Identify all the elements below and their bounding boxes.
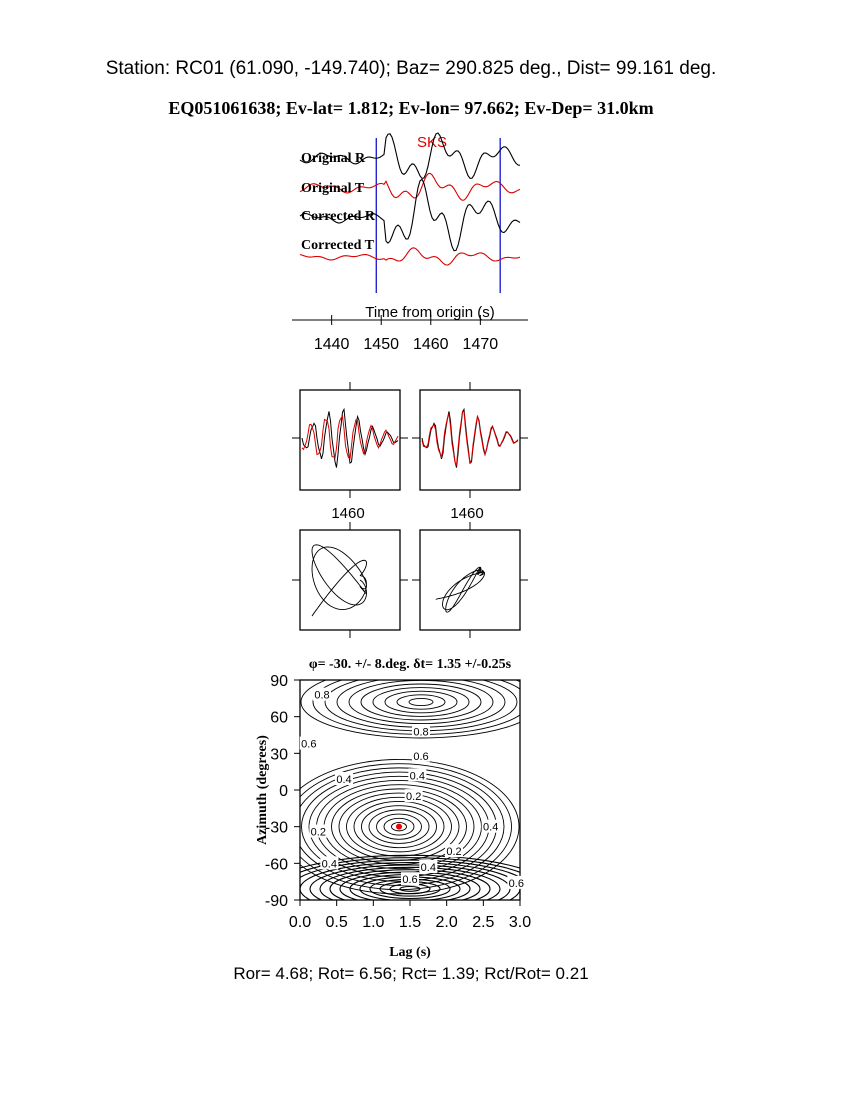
overlay-panels (292, 382, 528, 522)
contour-label: 0.4 (336, 774, 352, 786)
lag-tick-label: 2.0 (435, 914, 458, 931)
contour-label: 0.8 (314, 689, 330, 702)
azimuth-tick-label: 90 (270, 673, 288, 690)
time-tick-label: 1440 (313, 336, 350, 353)
overlay-trace (422, 411, 518, 465)
contour-label: 0.2 (310, 826, 326, 839)
lag-tick-label: 0.0 (288, 914, 312, 931)
azimuth-tick-label: 60 (270, 709, 288, 727)
contour-label: 0.6 (402, 874, 418, 887)
contour-label: 0.6 (508, 877, 524, 890)
contour-line (397, 695, 445, 709)
lag-axis-title: Lag (s) (389, 945, 431, 960)
particle-motion-trace (312, 545, 367, 616)
waveform-panel (292, 133, 528, 353)
contour-line (300, 862, 520, 915)
event-header: EQ051061638; Ev-lat= 1.812; Ev-lon= 97.662; Ev-Dep= 31.0km (168, 98, 654, 118)
time-tick-label: 1470 (462, 336, 499, 353)
contour-label: 0.4 (409, 770, 425, 783)
contour-label: 0.6 (301, 738, 317, 751)
station-header: Station: RC01 (61.090, -149.740); Baz= 290.825 deg., Dist= 99.161 deg. (105, 58, 717, 79)
overlay-tick-label-left: 1460 (331, 505, 365, 522)
lag-tick-label: 3.0 (508, 914, 532, 931)
sks-phase-label: SKS (416, 134, 448, 151)
contour-panel (255, 657, 550, 960)
azimuth-tick-label: 30 (270, 746, 288, 764)
contour-label: 0.4 (483, 821, 499, 834)
misfit-stats: Ror= 4.68; Rot= 6.56; Rct= 1.39; Rct/Rot= 0.21 (233, 964, 589, 983)
lag-tick-label: 0.5 (325, 914, 348, 931)
contour-line (373, 688, 469, 717)
contour-title: φ= -30. +/- 8.deg. δt= 1.35 +/-0.25s (308, 657, 512, 672)
trace-label-original-r: Original R (301, 151, 366, 166)
overlay-box-corrected (420, 390, 520, 490)
trace-label-corrected-r: Corrected R (301, 209, 375, 224)
particle-motion-trace (437, 567, 485, 612)
lag-tick-label: 1.0 (362, 914, 385, 931)
contour-line (325, 673, 517, 731)
particle-motion-panels (292, 522, 528, 638)
azimuth-tick-label: -60 (264, 856, 288, 874)
azimuth-tick-label: -30 (264, 819, 288, 837)
trace-label-corrected-t: Corrected T (301, 238, 374, 253)
contour-label: 0.2 (446, 846, 462, 859)
contour-label: 0.4 (420, 862, 436, 874)
contour-line (361, 684, 481, 720)
contour-line (409, 698, 433, 705)
time-axis-title: Time from origin (s) (365, 304, 495, 321)
contour-label: 0.8 (413, 726, 429, 739)
time-tick-label: 1450 (363, 336, 400, 353)
particle-motion-box-corrected (420, 530, 520, 630)
trace-label-original-t: Original T (301, 181, 365, 196)
contour-label: 0.4 (321, 858, 337, 871)
time-tick-label: 1460 (412, 336, 449, 353)
azimuth-axis-title: Azimuth (degrees) (255, 735, 270, 845)
contour-label: 0.2 (406, 791, 422, 804)
azimuth-tick-label: -90 (264, 893, 288, 910)
overlay-tick-label-right: 1460 (450, 505, 484, 522)
best-fit-marker (396, 824, 402, 830)
contour-line (349, 680, 493, 723)
azimuth-tick-label: 0 (279, 783, 288, 800)
lag-tick-label: 2.5 (472, 914, 495, 931)
lag-tick-label: 1.5 (398, 914, 422, 931)
contour-label: 0.6 (413, 750, 429, 763)
